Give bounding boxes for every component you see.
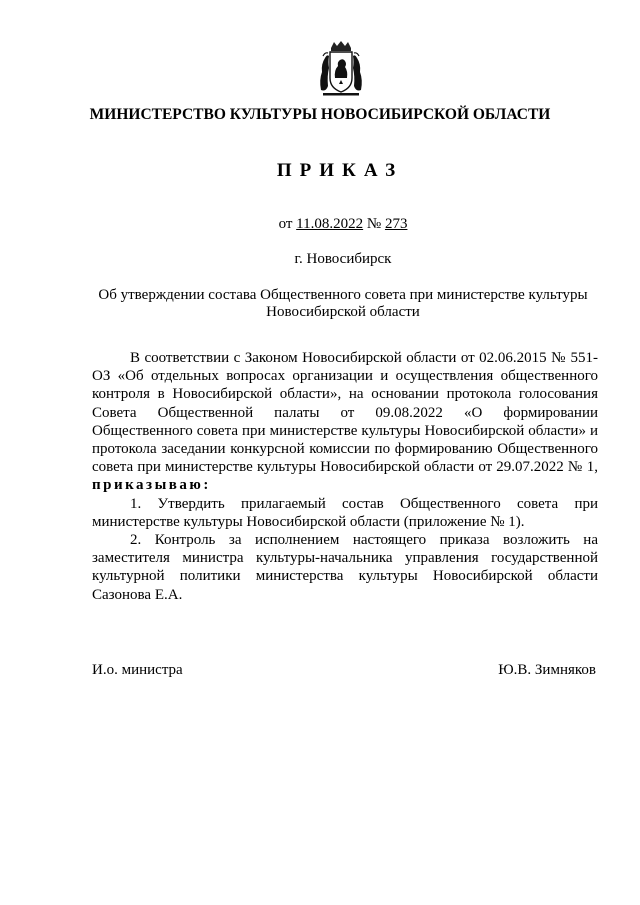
date-prefix: от xyxy=(278,216,293,232)
signature-position: И.о. министра xyxy=(92,662,183,678)
document-type-title: ПРИКАЗ xyxy=(276,160,404,181)
order-word: приказываю: xyxy=(92,477,211,494)
novosibirsk-coat-of-arms-icon xyxy=(317,40,365,98)
document-number: 273 xyxy=(384,216,408,232)
document-date: 11.08.2022 xyxy=(296,216,364,232)
preamble-text: В соответствии с Законом Новосибирской области от 02.06.2015 № 551-ОЗ «Об отдельных вопросах организации и осуществления общественного контроля в Новосибирской области», на основании протокола голосования Совета Общественной палаты от 09.08.2022 «О формировании Общественного совета при министерстве культуры Новосибирской области» и протокола заседании конкурсной комиссии по формированию Общественного совета при министерстве культуры Новосибирской области от 29.07.2022 № 1, xyxy=(92,350,598,476)
city: г. Новосибирск xyxy=(294,251,392,267)
ministry-name: МИНИСТЕРСТВО КУЛЬТУРЫ НОВОСИБИРСКОЙ ОБЛАСТИ xyxy=(89,106,551,123)
document-body xyxy=(92,349,598,604)
order-item: 2. Контроль за исполнением настоящего приказа возложить на заместителя министра культуры-начальника управления государственной культурной политики министерства культуры Новосибирской области Сазонова Е.А. xyxy=(92,532,598,603)
signature-name: Ю.В. Зимняков xyxy=(498,662,596,678)
preamble-paragraph xyxy=(92,349,598,495)
number-prefix: № xyxy=(366,216,382,232)
document-date-number xyxy=(0,216,640,233)
document-subject: Об утверждении состава Общественного совета при министерстве культуры Новосибирской области xyxy=(98,287,588,320)
order-item: 1. Утвердить прилагаемый состав Общественного совета при министерстве культуры Новосибирской области (приложение № 1). xyxy=(92,495,598,530)
